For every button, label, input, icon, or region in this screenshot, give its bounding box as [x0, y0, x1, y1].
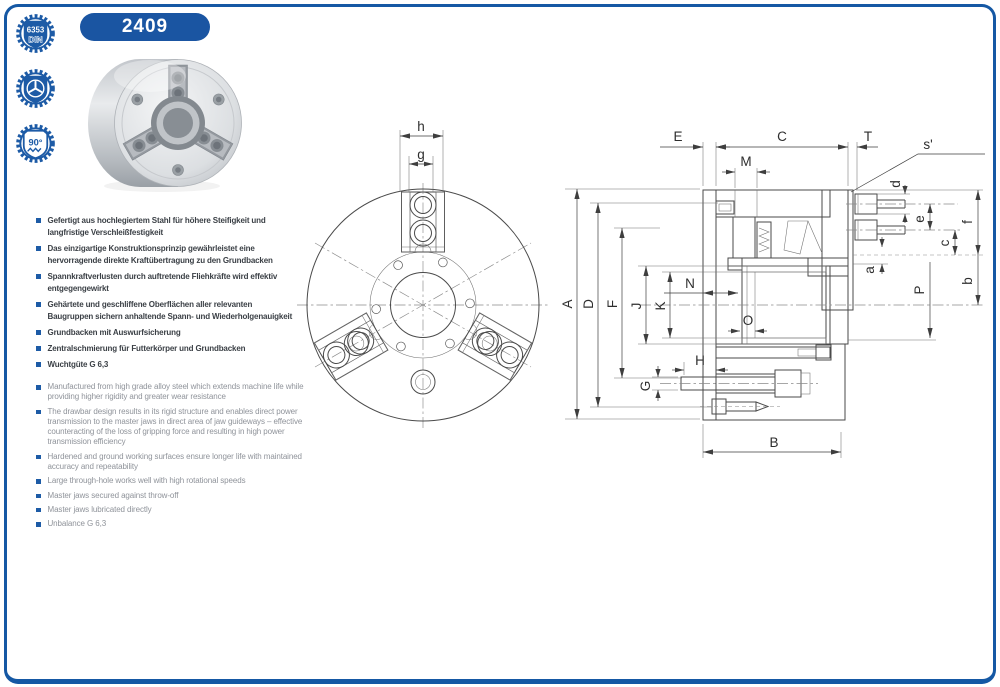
dim-label-C: C — [777, 129, 787, 144]
section-mounting-screws — [846, 194, 962, 240]
dim-label-e: e — [912, 215, 927, 223]
product-photo — [88, 59, 242, 192]
dim-label-P: P — [912, 285, 927, 295]
dim-label-K: K — [653, 301, 668, 311]
dim-label-b: b — [960, 277, 975, 285]
dim-label-T: T — [863, 129, 873, 144]
dim-label-D: D — [581, 299, 596, 309]
dim-label-N: N — [685, 276, 695, 291]
feature-text: Gefertigt aus hochlegiertem Stahl für höhere Steifigkeit und langfristige Verschleißfestigkeit — [47, 216, 266, 237]
dim-label-J: J — [629, 302, 644, 310]
section-draw-pin — [660, 370, 818, 397]
badge-din-word: DIN — [28, 34, 43, 45]
dim-label-H: H — [695, 353, 705, 368]
dim-label-M: M — [740, 154, 752, 169]
dim-label-d: d — [888, 180, 903, 188]
badge-angle-label: 90° — [28, 137, 43, 148]
dim-label-F: F — [605, 299, 620, 309]
feature-text: Manufactured from high grade alloy steel which extends machine life while providing higher rigidity and greater wear resistance — [47, 382, 304, 402]
feature-text: Spannkraftverlusten durch auftretende Fliehkräfte wird effektiv entgegengewirkt — [47, 272, 278, 293]
feature-text: Gehärtete und geschliffene Oberflächen aller relevanten Baugruppen sichern anhaltende Spann- und Wiederholgenauigkeit — [47, 300, 293, 321]
dim-label-E: E — [673, 129, 683, 144]
dim-label-A: A — [560, 299, 575, 309]
dim-label-g: g — [417, 147, 425, 162]
dim-label-s-prime: s' — [923, 137, 933, 152]
feature-text: Large through-hole works well with high rotational speeds — [47, 476, 246, 486]
feature-text: Grundbacken mit Auswurfsicherung — [47, 328, 181, 337]
dim-label-a: a — [862, 266, 877, 274]
dim-label-G: G — [638, 380, 653, 392]
feature-text: Wuchtgüte G 6,3 — [47, 360, 109, 369]
feature-text: The drawbar design results in its rigid structure and enables direct power transmission to the master jaws in direct area of jaw guideways – effective counteracting of the loss of gripping force and resulting in high power transmission efficiency — [47, 406, 303, 447]
feature-text: Hardened and ground working surfaces ensure longer life with maintained accuracy and repeatability — [47, 451, 302, 472]
front-dimensions — [400, 119, 443, 192]
front-view — [297, 119, 549, 431]
feature-text: Zentralschmierung für Futterkörper und Grundbacken — [47, 344, 246, 353]
badge-din-number: 6353 — [26, 25, 45, 35]
section-dimensions — [560, 129, 985, 458]
feature-text: Unbalance G 6,3 — [47, 519, 107, 529]
dim-label-h: h — [417, 119, 425, 134]
dim-label-B: B — [769, 435, 779, 450]
model-number: 2409 — [121, 16, 169, 37]
section-view — [560, 129, 985, 458]
feature-text: Das einzigartige Konstruktionsprinzip gewährleistet eine hervorragende direkte Kraftübertragung zu den Grundbacken — [47, 244, 273, 265]
dim-label-f: f — [960, 220, 975, 224]
feature-text: Master jaws lubricated directly — [47, 504, 152, 514]
feature-text: Master jaws secured against throw-off — [47, 490, 179, 500]
dim-label-c: c — [937, 239, 952, 247]
dim-label-O: O — [742, 313, 754, 328]
